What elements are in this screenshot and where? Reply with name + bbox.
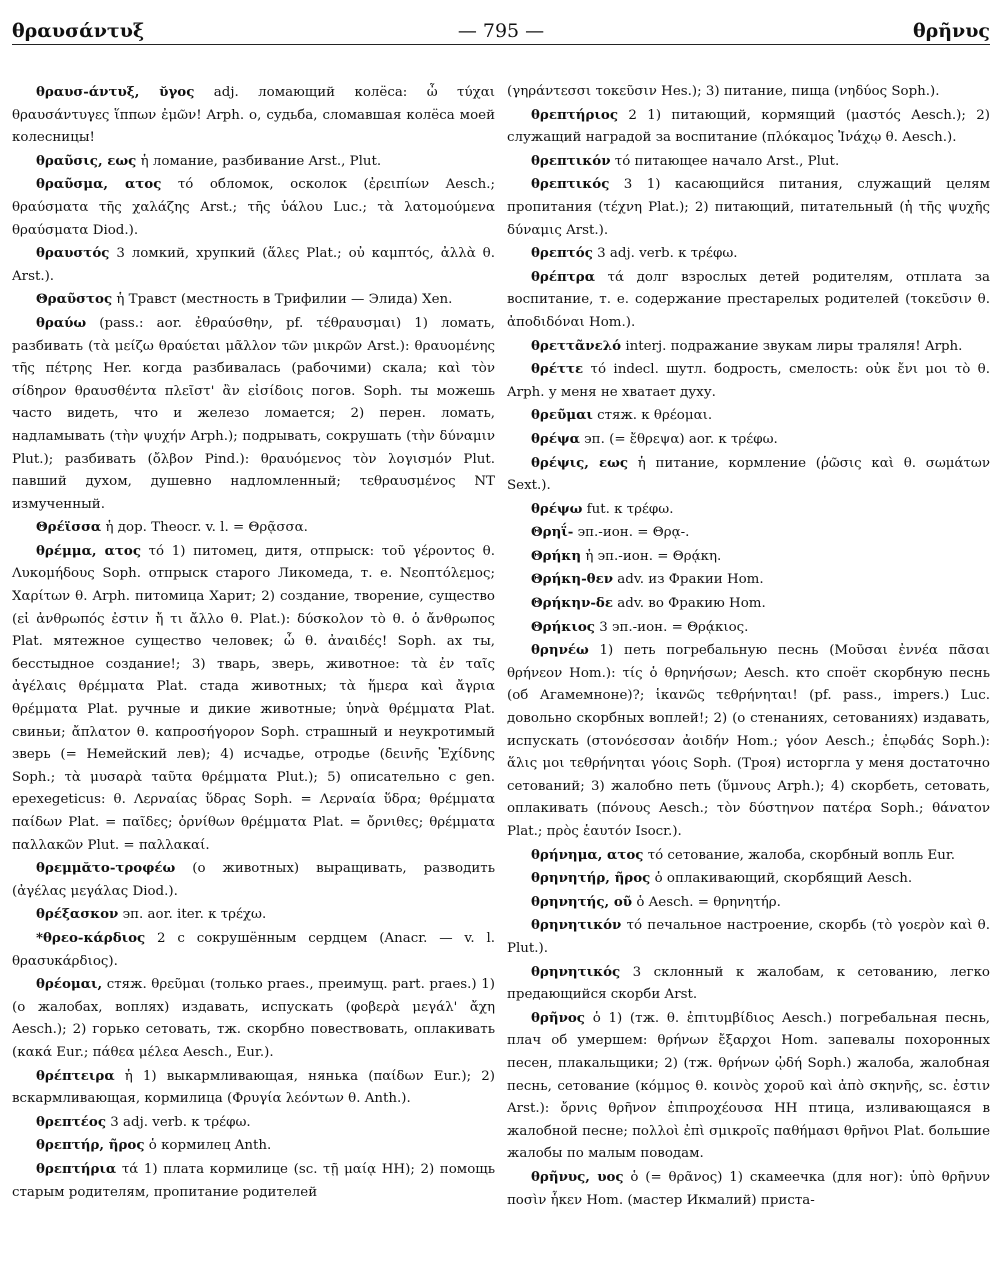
dictionary-entry (507, 104, 990, 150)
entry-headword: θρεπτός (531, 245, 593, 262)
entry-headword: Θρέϊσσα (36, 519, 102, 536)
dictionary-entry (507, 616, 990, 640)
dictionary-entry (507, 452, 990, 498)
entry-definition: ὁ 1) (тж. θ. ἐπιτυμβίδιος Aesch.) погребальная песнь, плач об умершем: θρήνων ἔξαρχοι Hom. запевалы похоронных песен, плакальщики; 2) (тж. θρήνων ᾠδή Soph.) жалоба, жалобная песнь, сетование (κόμμος θ. κοινὸς χοροῦ καὶ ἀπὸ σκηνῆς, sc. ἐστιν Arst.): ὄρνις θρῆνον ἐπιπροχέουσα HH птица, изливающаяся в жалобной песне; πολλοὶ ἐπὶ σμικροῖς παθήμασι θρῆνοι Plat. большие жалобы по малым поводам. (507, 1010, 990, 1162)
entry-headword: θραῦσμα, ατος (36, 176, 162, 193)
dictionary-entry (12, 903, 495, 927)
dictionary-entry (507, 961, 990, 1007)
entry-headword: Θρήκη (531, 547, 582, 564)
entry-definition: τό indecl. шутл. бодрость, смелость: οὐκ ἔνι μοι τὸ θ. Arph. у меня не хватает духу. (507, 362, 990, 400)
entry-definition: ὁ (= θρᾶνος) 1) скамеечка (для ног): ὑπὸ θρῆνυν ποσὶν ἧκεν Hom. (мастер Икмалий) приста- (507, 1169, 990, 1208)
entry-definition: 3 ломкий, хрупкий (ἅλες Plat.; οὐ καμπτός, ἀλλὰ θ. Arst.). (12, 246, 495, 284)
entry-definition: 3 adj. verb. к τρέφω. (597, 246, 738, 262)
dictionary-entry (507, 242, 990, 266)
header-last-headword: θρῆνυς (912, 20, 990, 42)
dictionary-entry (507, 404, 990, 428)
entry-headword: θρεμμᾰτο-τροφέω (36, 860, 176, 877)
entry-headword: θραυσ-άντυξ, ῠγος (36, 84, 195, 100)
entry-definition: τό 1) питомец, дитя, отпрыск: τοῦ γέροντος θ. Λυκομήδους Soph. отпрыск старого Ликомеда, т. е. Νεοπτόλεμος; Χαρίτων θ. Arph. питомица Харит; 2) создание, творение, существо (εἰ ἀνθρωπός ἐστιν ἤ τι ἄλλο θ. Plat.): δύσκολον τὸ θ. ὁ ἄνθρωπος Plat. мятежное существо человек; ὦ θ. ἀναιδές! Soph. ах ты, бесстыдное создание!; 3) тварь, зверь, животное: τὰ ἐν ταῖς ἀγέλαις θρέμματα Plat. стада животных; τὰ ἥμερα καὶ ἄγρια θρέμματα Plat. ручные и дикие животные; ὑηνὰ θρέμματα Plat. свиньи; ἄπλατον θ. καπροσήγορον Soph. страшный и неукротимый зверь (= Немейский лев); 4) исчадье, отродье (δεινῆς Ἐχίδνης Soph.; τὰ μυσαρὰ ταῦτα θρέμματα Plut.); 5) описательно с gen. epexegeticus: θ. Λερναίας ὕδρας Soph. = Λερναία ὕδρα; θρέμματα παίδων Plat. = παῖδες; ὀρνίθων θρέμματα Plat. = ὄρνιθες; θρέμματα παλλακῶν Plut. = παλλακαί. (12, 543, 495, 853)
dictionary-entry (507, 81, 990, 104)
entry-headword: Θρήκην-δε (531, 595, 613, 612)
dictionary-entry (12, 242, 495, 288)
dictionary-entry (507, 150, 990, 174)
entry-definition: ἡ ломание, разбивание Arst., Plut. (140, 153, 382, 169)
dictionary-entry (12, 81, 495, 150)
entry-headword: θρέψα (531, 430, 580, 447)
entry-definition: ἡ дор. Theocr. v. l. = Θρᾷσσα. (105, 520, 308, 536)
dictionary-entry (12, 1134, 495, 1158)
entry-headword: θρῆνυς, υος (531, 1168, 624, 1185)
entry-definition: ὁ кормилец Anth. (148, 1138, 272, 1154)
entry-headword: θρέξασκον (36, 906, 119, 923)
entry-definition: adv. из Фракии Hom. (617, 572, 764, 588)
page-number: — 795 — (457, 20, 545, 42)
entry-definition: ἡ Травст (местность в Трифилии — Элида) Xen. (116, 292, 453, 308)
entry-definition: (о животных) выращивать, разводить (ἀγέλας μεγάλας Diod.). (12, 861, 495, 899)
entry-headword: θρεῦμαι (531, 407, 593, 424)
entry-definition: ὁ оплакивающий, скорбящий Aesch. (654, 871, 913, 887)
dictionary-entry (507, 358, 990, 404)
columns (12, 81, 990, 1212)
dictionary-entry (507, 867, 990, 891)
right-column (507, 81, 990, 1212)
dictionary-entry (12, 1111, 495, 1135)
entry-headword: θρέπτειρα (36, 1067, 115, 1084)
dictionary-entry (507, 266, 990, 335)
entry-headword: Θρήκη-θεν (531, 571, 613, 588)
entry-definition: 3 эп.-ион. = Θρᾴκιος. (599, 619, 749, 635)
entry-headword: θρέμμα, ατος (36, 542, 141, 559)
dictionary-entry (507, 1166, 990, 1212)
entry-definition: 1) петь погребальную песнь (Μοῦσαι ἐννέα πᾶσαι θρήνεον Hom.): τίς ὁ θρηνήσων; Aesch. кто споёт скорбную песнь (об Агамемноне)?; ἱκανῶς τεθρήνηται! (pf. pass., impers.) Luc. довольно скорбных воплей!; 2) (о стенаниях, сетованиях) издавать, испускать (στονόεσσαν ἀοιδήν Hom.; γόον Aesch.; ἐπῳδάς Soph.): ἅλις μοι τεθρήνηται γόοις Soph. (Троя) исторгла у меня достаточно сетований; 3) жалобно петь (ὕμνους Arph.); 4) скорбеть, сетовать, оплакивать (πόνους Aesch.; τὸν δύστηνον πατέρα Soph.; θάνατον Plat.; πρὸς ἑαυτόν Isocr.). (507, 643, 990, 839)
entry-headword: θρεπτικός (531, 176, 610, 193)
entry-definition: τά долг взрослых детей родителям, отплата за воспитание, т. е. содержание престарелых родителей (τοκεῦσιν θ. ἀποδιδόναι Hom.). (507, 269, 990, 330)
dictionary-entry (12, 1065, 495, 1111)
entry-headword: Θραῦστος (36, 291, 113, 308)
entry-definition: ὁ Aesch. = θρηνητήρ. (636, 894, 781, 910)
entry-headword: θρεπτικόν (531, 152, 611, 169)
running-header (12, 10, 990, 45)
entry-definition: 2 1) питающий, кормящий (μαστός Aesch.); 2) служащий наградой за воспитание (πλόκαμος Ἰνάχῳ θ. Aesch.). (507, 107, 990, 146)
entry-headword: θρῆνος (531, 1009, 585, 1026)
dictionary-entry (12, 973, 495, 1064)
entry-headword: θρεπτήριος (531, 106, 618, 123)
entry-headword: θρέψω (531, 500, 583, 517)
entry-headword: Θρήκιος (531, 618, 595, 635)
dictionary-entry (507, 428, 990, 452)
entry-definition: стяж. к θρέομαι. (597, 408, 713, 424)
left-column (12, 81, 495, 1212)
entry-definition: эп. (= ἔθρεψα) aor. к τρέφω. (584, 431, 778, 447)
dictionary-entry (12, 927, 495, 973)
entry-definition: fut. к τρέφω. (586, 501, 674, 517)
entry-headword: θρηνητικόν (531, 917, 622, 934)
entry-definition: эп. aor. iter. к τρέχω. (122, 907, 267, 923)
entry-definition: τό печальное настроение, скорбь (τὸ γοερὸν καὶ θ. Plut.). (507, 918, 991, 956)
entry-definition: стяж. θρεῦμαι (только praes., преимущ. part. praes.) 1) (о жалобах, воплях) издавать, испускать (φοβερὰ μεγάλ' ἄχη Aesch.); 2) горько сетовать, тж. скорбно повествовать, оплакивать (κακά Eur.; πάθεα μέλεα Aesch., Eur.). (12, 977, 495, 1060)
entry-definition: 2 с сокрушённым сердцем (Anacr. — v. l. θρασυκάρδιος). (12, 930, 495, 969)
dictionary-entry (507, 568, 990, 592)
entry-definition: τό питающее начало Arst., Plut. (614, 153, 840, 169)
dictionary-entry (507, 844, 990, 868)
entry-headword: θρέττε (531, 361, 584, 378)
dictionary-entry (12, 1158, 495, 1204)
dictionary-entry (507, 914, 990, 960)
entry-headword: θρεπτέος (36, 1113, 107, 1130)
entry-headword: θρήνημα, ατος (531, 846, 644, 863)
entry-headword: θρηνητής, οῦ (531, 893, 633, 910)
entry-definition: ἡ эп.-ион. = Θρᾴκη. (585, 548, 722, 564)
entry-definition: 3 1) касающийся питания, служащий целям пропитания (τέχνη Plat.); 2) питающий, питательный (ἡ τῆς ψυχῆς δύναμις Arst.). (507, 177, 990, 238)
dictionary-entry (507, 498, 990, 522)
dictionary-entry (12, 540, 495, 857)
entry-definition: ἡ питание, кормление (ῥῶσις καὶ θ. σωμάτων Sext.). (507, 455, 990, 494)
dictionary-entry (507, 891, 990, 915)
entry-headword: θραύω (36, 314, 87, 331)
entry-definition: τά 1) плата кормилице (sc. τῇ μαίᾳ HH); 2) помощь старым родителям, пропитание родителей (12, 1161, 496, 1200)
dictionary-entry (507, 173, 990, 242)
entry-definition: (γηράντεσσι τοκεῦσιν Hes.); 3) питание, пища (νηδύος Soph.). (507, 84, 940, 99)
entry-headword: θρέομαι, (36, 976, 103, 993)
entry-definition: adj. ломающий колёса: ὦ τύχαι θραυσάντυγες ἵππων ἐμῶν! Arph. о, судьба, сломавшая колёса моей колесницы! (12, 85, 495, 146)
dictionary-entry (12, 857, 495, 903)
entry-definition: (pass.: aor. ἐθραύσθην, pf. τέθραυσμαι) 1) ломать, разбивать (τὰ μείζω θραύεται μᾶλλον τῶν μικρῶν Arst.): θραυομένης τῆς πέτρης Her. когда разбивалась (рабочими) скала; καὶ τὸν σίδηρον θραυσθέντα πλεῖστ' ἂν εἰσίδοις погов. Soph. ты можешь часто видеть, что и железо ломается; 2) перен. ломать, надламывать (τὴν ψυχήν Arph.); подрывать, сокрушать (τὴν δύναμιν Plut.); разбивать (ὄλβον Pind.): θραυόμενος τὸν λογισμόν Plut. павший духом, душевно надломленный; τεθραυσμένος NT измученный. (12, 315, 496, 512)
entry-headword: θρέπτρα (531, 268, 595, 285)
entry-definition: τό обломок, осколок (ἐρειπίων Aesch.; θραύσματα τῆς χαλάζης Arst.; τῆς ὑάλου Luc.; τὰ λατομούμενα θραύσματα Diod.). (12, 177, 495, 238)
entry-headword: θραῦσις, εως (36, 152, 137, 169)
entry-headword: θρηνητικός (531, 963, 621, 980)
dictionary-entry (12, 516, 495, 540)
entry-definition: adv. во Фракию Hom. (617, 596, 766, 612)
entry-headword: θραυστός (36, 245, 110, 262)
dictionary-entry (507, 592, 990, 616)
entry-headword: θρηνητήρ, ῆρος (531, 870, 651, 887)
dictionary-entry (12, 173, 495, 242)
entry-definition: 3 склонный к жалобам, к сетованию, легко предающийся скорби Arst. (507, 964, 990, 1003)
dictionary-entry (507, 1007, 990, 1166)
dictionary-entry (507, 521, 990, 545)
entry-definition: 3 adj. verb. к τρέφω. (110, 1114, 251, 1130)
entry-headword: θρεττᾶνελό (531, 337, 622, 354)
dictionary-entry (507, 335, 990, 359)
dictionary-entry (12, 288, 495, 312)
entry-headword: θρηνέω (531, 642, 589, 659)
entry-definition: эп.-ион. = Θρᾳ-. (577, 525, 690, 541)
entry-headword: Θρηΐ- (531, 524, 574, 541)
entry-headword: θρεπτήρια (36, 1160, 117, 1177)
entry-definition: ἡ 1) выкармливающая, нянька (παίδων Eur.); 2) вскармливающая, кормилица (Φρυγία λεόντων θ. Anth.). (12, 1068, 495, 1107)
dictionary-entry (12, 312, 495, 516)
entry-headword: *θρεο-κάρδιος (36, 929, 146, 946)
header-first-headword: θραυσάντυξ (12, 20, 145, 42)
entry-headword: θρέψις, εως (531, 454, 629, 471)
dictionary-entry (507, 545, 990, 569)
entry-headword: θρεπτήρ, ῆρος (36, 1137, 145, 1154)
dictionary-entry (507, 639, 990, 843)
dictionary-entry (12, 150, 495, 174)
entry-definition: interj. подражание звукам лиры траляля! Arph. (625, 338, 963, 354)
entry-definition: τό сетование, жалоба, скорбный вопль Eur. (647, 847, 956, 863)
